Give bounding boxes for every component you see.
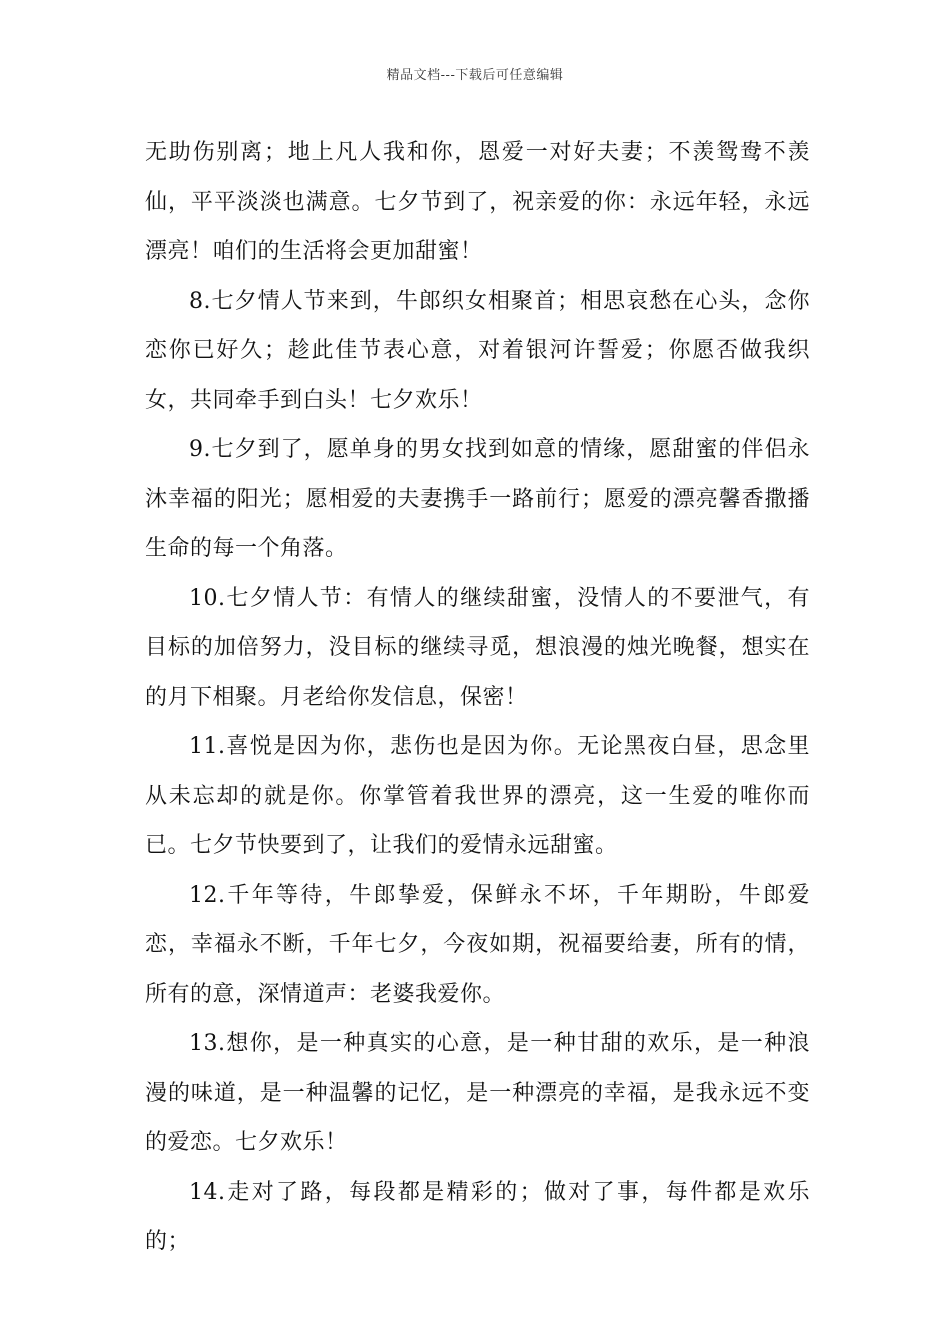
paragraph-item-13: 13.想你，是一种真实的心意，是一种甘甜的欢乐，是一种浪漫的味道，是一种温馨的记忆，是一种漂亮的幸福，是我永远不变的爱恋。七夕欢乐！ (145, 1031, 810, 1155)
paragraph-item-12: 12.千年等待，牛郎挚爱，保鲜永不坏，千年期盼，牛郎爱恋，幸福永不断，千年七夕，今夜如期，祝福要给妻，所有的情，所有的意，深情道声：老婆我爱你。 (145, 882, 810, 1007)
page-header: 精品文档---下载后可任意编辑 (386, 68, 564, 83)
paragraph-item-10: 10.七夕情人节：有情人的继续甜蜜，没情人的不要泄气，有目标的加倍努力，没目标的继续寻觅，想浪漫的烛光晚餐，想实在的月下相聚。月老给你发信息，保密！ (145, 585, 810, 710)
paragraph-continuation: 无助伤别离；地上凡人我和你，恩爱一对好夫妻；不羡鸳鸯不羡仙，平平淡淡也满意。七夕节到了，祝亲爱的你：永远年轻，永远漂亮！咱们的生活将会更加甜蜜！ (145, 140, 810, 264)
document-body (145, 128, 810, 1267)
paragraph-item-14: 14.走对了路，每段都是精彩的；做对了事，每件都是欢乐的； (145, 1179, 810, 1254)
paragraph-item-9: 9.七夕到了，愿单身的男女找到如意的情缘，愿甜蜜的伴侣永沐幸福的阳光；愿相爱的夫妻携手一路前行；愿爱的漂亮馨香撒播生命的每一个角落。 (145, 437, 810, 561)
paragraph-item-11: 11.喜悦是因为你，悲伤也是因为你。无论黑夜白昼，思念里从未忘却的就是你。你掌管着我世界的漂亮，这一生爱的唯你而已。七夕节快要到了，让我们的爱情永远甜蜜。 (145, 734, 810, 858)
paragraph-item-8: 8.七夕情人节来到，牛郎织女相聚首；相思哀愁在心头，念你恋你已好久；趁此佳节表心意，对着银河许誓爱；你愿否做我织女，共同牵手到白头！七夕欢乐！ (145, 288, 810, 413)
